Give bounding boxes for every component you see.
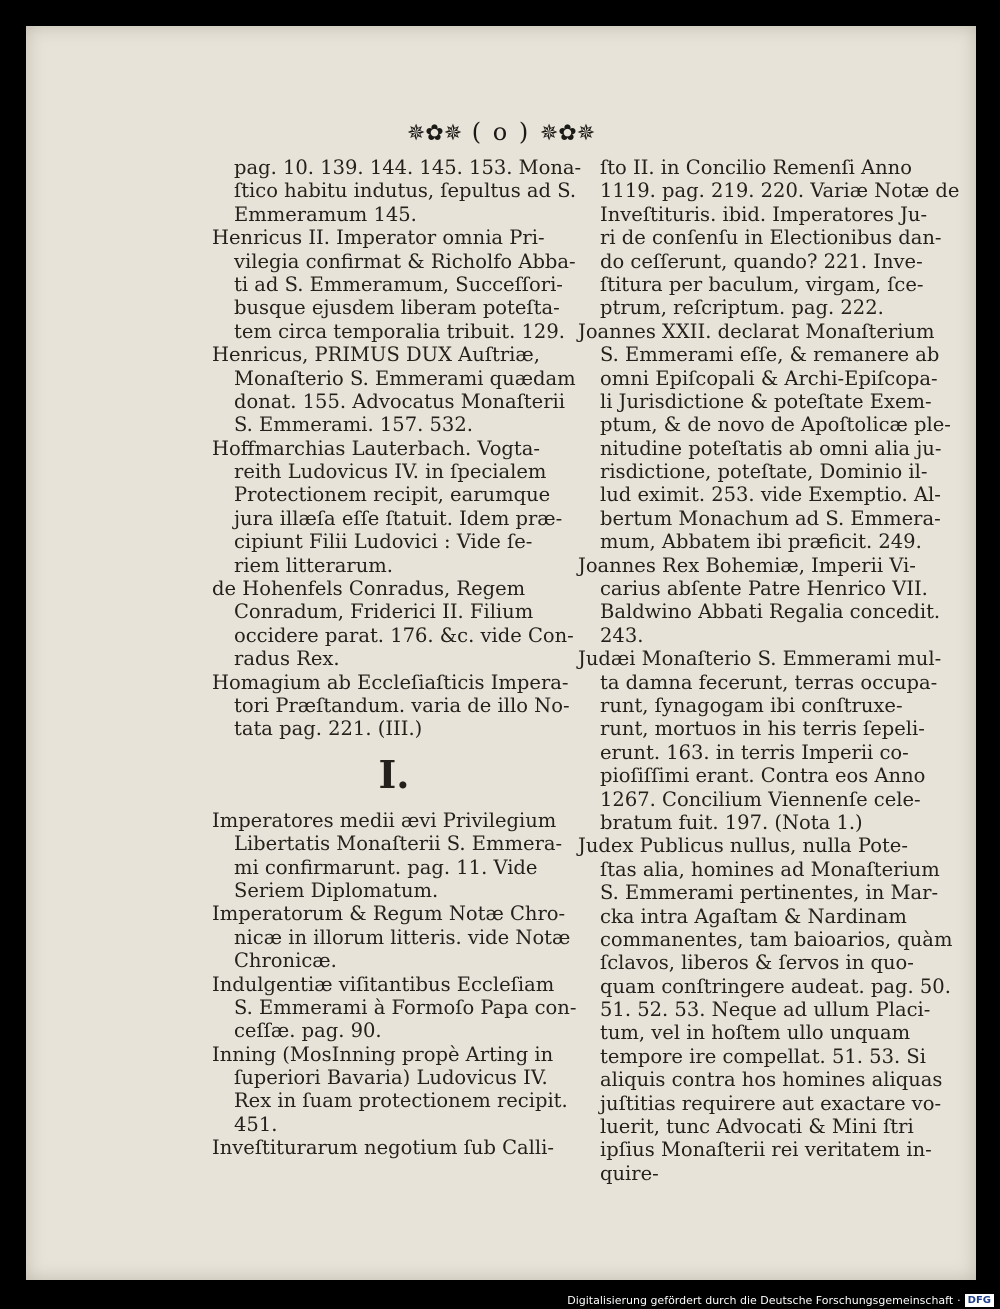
entry-line: do ceſſerunt, quando? 221. Inve- xyxy=(600,249,923,273)
entry-line: ptrum, reſcriptum. pag. 222. xyxy=(600,296,884,320)
entry-line: Conradum, Friderici II. Filium xyxy=(234,600,534,624)
entry-line: tem circa temporalia tribuit. 129. xyxy=(234,319,565,343)
entry-line: Joannes XXII. declarat Monaſterium xyxy=(578,319,935,343)
ornament-left: ✵✿✵ xyxy=(406,121,463,146)
footer: Digitalisierung gefördert durch die Deutsche Forschungsgemeinschaft · DFG xyxy=(567,1294,994,1307)
dfg-logo: DFG xyxy=(965,1294,994,1307)
entry-line: reith Ludovicus IV. in ſpecialem xyxy=(234,460,547,484)
entry-line: carius abſente Patre Henrico VII. xyxy=(600,577,928,601)
entry-line: lud eximit. 253. vide Exemptio. Al- xyxy=(600,483,941,507)
index-entry xyxy=(212,343,576,437)
index-entry xyxy=(212,809,566,903)
entry-line: commanentes, tam baioarios, quàm xyxy=(600,927,953,951)
entry-line: luerit, tunc Advocati & Mini ſtri xyxy=(600,1115,914,1139)
entry-line: runt, ſynagogam ibi conſtruxe- xyxy=(600,693,903,717)
entry-line: riem litterarum. xyxy=(234,553,393,577)
index-entry-continuation xyxy=(212,156,582,226)
entry-line: 451. xyxy=(234,1112,278,1136)
entry-line: erunt. 163. in terris Imperii co- xyxy=(600,740,909,764)
entry-line: de Hohenfels Conradus, Regem xyxy=(212,577,526,601)
right-column xyxy=(578,156,960,1185)
entry-line: S. Emmerami à Formoſo Papa con- xyxy=(234,995,577,1019)
entry-line: Henricus, PRIMUS DUX Auſtriæ, xyxy=(212,343,540,367)
entry-line: runt, mortuos in his terris ſepeli- xyxy=(600,717,925,741)
entry-line: ſtitura per baculum, virgam, ſce- xyxy=(600,272,924,296)
index-entry xyxy=(212,226,576,343)
entry-line: S. Emmerami. 157. 532. xyxy=(234,413,473,437)
entry-line: Joannes Rex Bohemiæ, Imperii Vi- xyxy=(578,553,916,577)
entry-line: pioſiſſimi erant. Contra eos Anno xyxy=(600,764,926,788)
entry-line: omni Epiſcopali & Archi-Epiſcopa- xyxy=(600,366,938,390)
entry-line: Rex in ſuam protectionem recipit. xyxy=(234,1089,568,1113)
index-entry xyxy=(212,670,570,741)
scanned-page xyxy=(26,26,976,1280)
index-entry xyxy=(578,834,953,1185)
entry-line: occidere parat. 176. &c. vide Con- xyxy=(234,623,574,647)
entry-line: ptum, & de novo de Apoſtolicæ ple- xyxy=(600,413,951,437)
entry-line: nicæ in illorum litteris. vide Notæ xyxy=(234,925,571,949)
entry-line: ceſſæ. pag. 90. xyxy=(234,1019,382,1043)
entry-line: quam conſtringere audeat. pag. 50. xyxy=(600,974,951,998)
index-entry xyxy=(212,437,566,577)
entry-line: Monaſterio S. Emmerami quædam xyxy=(234,366,576,390)
entry-line: risdictione, poteſtate, Dominio il- xyxy=(600,460,928,484)
entry-line: 51. 52. 53. Neque ad ullum Placi- xyxy=(600,998,931,1022)
page-header xyxy=(26,118,976,146)
entry-line: Libertatis Monaſterii S. Emmera- xyxy=(234,832,563,856)
entry-line: ri de conſenſu in Electionibus dan- xyxy=(600,226,942,250)
index-entry xyxy=(212,972,577,1043)
entry-line: Inveſtiturarum negotium ſub Calli- xyxy=(212,1136,554,1160)
entry-line: tori Præſtandum. varia de illo No- xyxy=(234,693,570,717)
entry-line: mi confirmarunt. pag. 11. Vide xyxy=(234,855,538,879)
entry-line: Inveſtituris. ibid. Imperatores Ju- xyxy=(600,202,928,226)
page-number: ( o ) xyxy=(471,118,531,146)
entry-line: ti ad S. Emmeramum, Succeſſori- xyxy=(234,272,563,296)
section-letter: I. xyxy=(378,751,410,797)
index-entry xyxy=(212,1043,566,1137)
ornament-right: ✵✿✵ xyxy=(539,121,596,146)
entry-line: tempore ire compellat. 51. 53. Si xyxy=(600,1044,926,1068)
entry-line: vilegia confirmat & Richolfo Abba- xyxy=(234,249,576,273)
index-entry xyxy=(578,554,950,648)
entry-line: bratum fuit. 197. (Nota 1.) xyxy=(600,810,863,834)
entry-line: S. Emmerami pertinentes, in Mar- xyxy=(600,881,939,905)
entry-line: radus Rex. xyxy=(234,647,340,671)
index-entry xyxy=(212,902,571,973)
entry-line: Henricus II. Imperator omnia Pri- xyxy=(212,226,545,250)
index-entry xyxy=(212,577,574,671)
entry-line: Chronicæ. xyxy=(234,949,337,973)
entry-line: busque ejusdem liberam poteſta- xyxy=(234,296,560,320)
entry-line: quire- xyxy=(600,1161,659,1185)
entry-line: Inning (MosInning propè Arting in xyxy=(212,1042,554,1066)
entry-line: tum, vel in hoſtem ullo unquam xyxy=(600,1021,911,1045)
index-entry-continuation xyxy=(578,156,960,320)
entry-line: Emmeramum 145. xyxy=(234,202,417,226)
entry-line: Indulgentiæ viſitantibus Eccleſiam xyxy=(212,972,555,996)
entry-line: Baldwino Abbati Regalia concedit. xyxy=(600,600,941,624)
entry-line: ſtas alia, homines ad Monaſterium xyxy=(600,857,940,881)
entry-line: mum, Abbatem ibi præficit. 249. xyxy=(600,530,922,554)
entry-line: pag. 10. 139. 144. 145. 153. Mona- xyxy=(234,156,582,179)
index-entry xyxy=(578,647,950,834)
entry-line: ſclavos, liberos & ſervos in quo- xyxy=(600,951,914,975)
left-column xyxy=(212,156,582,1160)
entry-line: Judex Publicus nullus, nulla Pote- xyxy=(578,834,908,858)
index-entry xyxy=(212,1136,566,1159)
entry-line: aliquis contra hos homines aliquas xyxy=(600,1068,943,1092)
entry-line: 1267. Concilium Viennenſe cele- xyxy=(600,787,921,811)
entry-line: Judæi Monaſterio S. Emmerami mul- xyxy=(578,647,942,671)
footer-credit: Digitalisierung gefördert durch die Deutsche Forschungsgemeinschaft xyxy=(567,1294,954,1307)
entry-line: bertum Monachum ad S. Emmera- xyxy=(600,506,941,530)
entry-line: Seriem Diplomatum. xyxy=(234,878,439,902)
entry-line: Hoffmarchias Lauterbach. Vogta- xyxy=(212,436,540,460)
entry-line: juſtitias requirere aut exactare vo- xyxy=(600,1091,942,1115)
entry-line: tata pag. 221. (III.) xyxy=(234,717,423,741)
entry-line: Protectionem recipit, earumque xyxy=(234,483,551,507)
index-entry xyxy=(578,320,950,554)
entry-line: 1119. pag. 219. 220. Variæ Notæ de xyxy=(600,179,960,203)
entry-line: ſto II. in Concilio Remenſi Anno xyxy=(600,156,912,179)
entry-line: ſtico habitu indutus, ſepultus ad S. xyxy=(234,179,577,203)
entry-line: nitudine poteſtatis ab omni alia ju- xyxy=(600,436,942,460)
entry-line: ipſius Monaſterii rei veritatem in- xyxy=(600,1138,932,1162)
entry-line: Imperatores medii ævi Privilegium xyxy=(212,808,557,832)
entry-line: 243. xyxy=(600,623,644,647)
entry-line: cka intra Agaſtam & Nardinam xyxy=(600,904,907,928)
entry-line: ta damna fecerunt, terras occupa- xyxy=(600,670,938,694)
entry-line: S. Emmerami eſſe, & remanere ab xyxy=(600,343,940,367)
entry-line: donat. 155. Advocatus Monaſterii xyxy=(234,389,566,413)
entry-line: Homagium ab Eccleſiaſticis Impera- xyxy=(212,670,569,694)
entry-line: ſuperiori Bavaria) Ludovicus IV. xyxy=(234,1066,548,1090)
entry-line: jura illæſa eſſe ſtatuit. Idem præ- xyxy=(234,506,563,530)
entry-line: cipiunt Filii Ludovici : Vide ſe- xyxy=(234,530,533,554)
entry-line: li Jurisdictione & poteſtate Exem- xyxy=(600,389,932,413)
entry-line: Imperatorum & Regum Notæ Chro- xyxy=(212,902,566,926)
